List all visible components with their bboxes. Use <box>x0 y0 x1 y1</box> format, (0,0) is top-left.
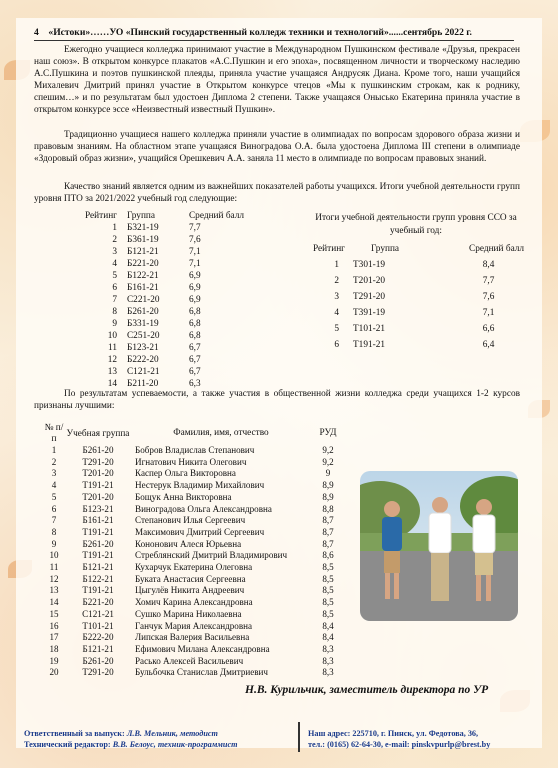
column-header: № п/п <box>44 423 64 444</box>
table-cell: 6,3 <box>188 379 201 389</box>
intro-paragraph-2: Традиционно учащиеся нашего колледжа приняли участие в олимпиадах по вопросам здорового образа жизни и правовым знаниям. На областном этапе учащаяся Виноградова О.А. была удостоена Диплома III степени в олимпиаде «Здоровый образ жизни», учащийся Орешкевич А.А. заняла 11 место в олимпиаде по вопросам правовых знаний. <box>34 130 520 164</box>
table-cell: 9 <box>51 538 57 549</box>
best-students-table <box>43 423 349 679</box>
table-cell: Б261-20 <box>82 445 114 455</box>
table-cell: 8,9 <box>322 480 334 491</box>
table-cell: 12 <box>107 355 117 365</box>
table-cell: 8,4 <box>322 632 334 643</box>
table-cell: Т191-21 <box>82 550 114 561</box>
intro-paragraph-1: Ежегодно учащиеся колледжа принимают участие в Международном Пушкинском фестивале «Друзья, прекрасен наш союз». В открытом конкурсе плакатов «А.С.Пушкин и его эпоха», посвященном личности и творческому наследию А.С.Пушкина и поэтов пушкинской плеяды, приняла участие учащаяся Андрусяк Диана. Кроме того, наши учащийся Михалевич Дмитрий принял участие в Открытом конкурсе чтецов «Мы к пушкинским строкам, как к роднику, спешим…» и по результатам был удостоен Диплома 2 степени. Также учащаяся Онысько Екатерина приняла участие в открытом конкурсе эссе «Неизвестный известный Пушкин». <box>34 45 520 115</box>
table-cell: Т291-20 <box>353 292 386 302</box>
table-row <box>85 258 244 270</box>
table-cell: Б122-21 <box>82 573 114 584</box>
table-cell: 7,7 <box>482 276 495 286</box>
table-cell: 13 <box>49 585 59 596</box>
table-cell: Б121-21 <box>82 562 114 573</box>
table-row <box>43 656 349 668</box>
table-cell: 9,2 <box>322 456 334 467</box>
table-cell: Игнатович Никита Олегович <box>135 456 247 467</box>
table-cell: Т291-20 <box>82 456 114 467</box>
column-header: Средний балл <box>188 211 245 221</box>
table-row <box>43 468 349 480</box>
table-row <box>313 337 524 353</box>
table-cell: 9 <box>325 468 331 479</box>
table-row <box>43 574 349 586</box>
table-cell: 6,9 <box>188 283 201 293</box>
newspaper-title: «Истоки»……УО «Пинский государственный колледж техники и технологий»......сентябрь 2022 г. <box>48 27 472 38</box>
table-cell: 7,7 <box>188 223 201 233</box>
table-cell: 8 <box>51 526 57 537</box>
table-cell: 8,5 <box>322 573 334 584</box>
editor-name: В.В. Белоус, техник-программист <box>112 740 238 749</box>
table-cell: Т191-21 <box>82 526 114 537</box>
table-cell: Т291-20 <box>82 667 114 678</box>
table-header-row <box>313 241 524 257</box>
column-header: Рейтинг <box>85 211 117 221</box>
table-cell: 7 <box>51 515 57 526</box>
address: Наш адрес: 225710, г. Пинск, ул. Федотова, 36, <box>308 729 479 738</box>
pto-rating-table <box>85 210 244 390</box>
table-header-row <box>43 423 349 445</box>
table-cell: 6,9 <box>188 295 201 305</box>
table-row <box>85 366 244 378</box>
table-cell: 9,2 <box>322 445 334 455</box>
table-cell: 4 <box>334 308 339 318</box>
table-cell: 8,9 <box>322 491 334 502</box>
table-cell: Расько Алексей Васильевич <box>135 655 244 666</box>
table-row <box>43 632 349 644</box>
table-cell: Буката Анастасия Сергеевна <box>135 573 246 584</box>
table-cell: 7,1 <box>188 247 201 257</box>
table-cell: 2 <box>112 235 117 245</box>
table-cell: Каспер Ольга Викторовна <box>135 468 236 479</box>
sso-rating-table <box>313 241 524 353</box>
table-cell: 10 <box>49 550 59 561</box>
signature: Н.В. Курильчик, заместитель директора по УР <box>245 684 489 696</box>
table-cell: С251-20 <box>126 331 160 341</box>
table-cell: 17 <box>49 632 59 643</box>
table-cell: 7 <box>112 295 117 305</box>
table-cell: Ганчук Мария Александровна <box>135 620 253 631</box>
table-cell: 6,8 <box>188 331 201 341</box>
table-cell: 9 <box>112 319 117 329</box>
page-number: 4 <box>34 27 39 38</box>
table-cell: Т201-20 <box>82 491 114 502</box>
table-cell: Б222-20 <box>82 632 114 643</box>
table-cell: 3 <box>51 468 57 479</box>
table-cell: Б123-21 <box>82 503 114 514</box>
table-cell: 6,7 <box>188 343 201 353</box>
table-row <box>85 234 244 246</box>
table-cell: Б321-19 <box>126 223 159 233</box>
table-cell: Т301-19 <box>353 260 386 270</box>
table-cell: 14 <box>49 597 59 608</box>
table-cell: 6,8 <box>188 319 201 329</box>
table-cell: 4 <box>112 259 117 269</box>
table-row <box>313 257 524 273</box>
table-cell: 8,3 <box>322 655 334 666</box>
table-cell: Б161-21 <box>126 283 159 293</box>
table-cell: 2 <box>334 276 339 286</box>
intro-paragraph-3: Качество знаний является одним из важнейших показателей работы учащихся. Итоги учебной деятельности групп уровня ПТО за 2021/2022 учебный год следующие: <box>34 182 520 204</box>
table-cell: Стреблянский Дмитрий Владимирович <box>135 550 288 561</box>
table-cell: Бобров Владислав Степанович <box>135 445 255 455</box>
table-cell: 7,1 <box>482 308 495 318</box>
table-row <box>43 550 349 562</box>
table-cell: 16 <box>49 620 59 631</box>
table-row <box>43 609 349 621</box>
table-row <box>43 504 349 516</box>
table-cell: Т191-21 <box>353 340 386 350</box>
table-header-row <box>85 210 244 222</box>
table-cell: Ефимович Милана Александровна <box>135 643 270 654</box>
table-cell: Максимович Дмитрий Сергеевич <box>135 526 265 537</box>
table-cell: 5 <box>112 271 117 281</box>
table-row <box>43 562 349 574</box>
table-cell: Т201-20 <box>82 468 114 479</box>
table-row <box>85 354 244 366</box>
table-cell: Б211-20 <box>126 379 159 389</box>
table-cell: Кононович Алеся Юрьевна <box>135 538 242 549</box>
table-cell: 6 <box>112 283 117 293</box>
table-row <box>43 515 349 527</box>
table-cell: 19 <box>49 655 59 666</box>
table-row <box>313 305 524 321</box>
table-cell: Виноградова Ольга Александровна <box>135 503 272 514</box>
table-cell: 7,1 <box>188 259 201 269</box>
table-row <box>85 222 244 234</box>
contacts: тел.: (0165) 62-64-30, e-mail: pinskvpurlp@brest.by <box>308 740 491 749</box>
table-row <box>85 246 244 258</box>
table-cell: Б123-21 <box>126 343 159 353</box>
table-row <box>313 273 524 289</box>
table-cell: 12 <box>49 573 59 584</box>
column-header: Группа <box>371 244 400 254</box>
table-cell: Т101-21 <box>82 620 114 631</box>
table-cell: 8,7 <box>322 538 334 549</box>
table-cell: 8,5 <box>322 597 334 608</box>
table-cell: Б121-21 <box>126 247 159 257</box>
column-header: Рейтинг <box>313 244 345 254</box>
sso-table-title: Итоги учебной деятельности групп уровня ССО за учебный год: <box>315 213 517 236</box>
responsible-label: Ответственный за выпуск: <box>24 729 125 738</box>
table-cell: 15 <box>49 608 59 619</box>
table-cell: 14 <box>107 379 117 389</box>
page-header <box>34 27 514 41</box>
column-header: РУД <box>319 428 337 439</box>
table-cell: Б222-20 <box>126 355 159 365</box>
table-cell: Бощук Анна Викторовна <box>135 491 232 502</box>
table-row <box>85 294 244 306</box>
table-cell: 8,5 <box>322 585 334 596</box>
column-header: Фамилия, имя, отчество <box>173 428 269 439</box>
table-row <box>43 644 349 656</box>
table-row <box>43 597 349 609</box>
responsible-name: Л.В. Мельник, методист <box>126 729 218 738</box>
column-header: Группа <box>126 211 156 221</box>
table-cell: 1 <box>112 223 117 233</box>
table-cell: 8,8 <box>322 503 334 514</box>
students-photo <box>360 471 518 621</box>
table-row <box>43 445 349 457</box>
table-cell: Т191-21 <box>82 585 114 596</box>
table-cell: 5 <box>334 324 339 334</box>
table-row <box>43 492 349 504</box>
table-cell: 8,7 <box>322 526 334 537</box>
editor-label: Технический редактор: <box>24 740 111 749</box>
table-cell: 6 <box>334 340 339 350</box>
table-row <box>313 289 524 305</box>
table-cell: 8,4 <box>482 260 495 270</box>
column-header: Учебная группа <box>66 428 130 439</box>
footer-credits <box>24 728 237 750</box>
table-cell: 13 <box>107 367 117 377</box>
table-cell: 6 <box>51 503 57 514</box>
table-cell: 6,8 <box>188 307 201 317</box>
table-cell: 2 <box>51 456 57 467</box>
table-row <box>313 321 524 337</box>
table-cell: 1 <box>51 445 57 455</box>
table-cell: 20 <box>49 667 59 678</box>
table-cell: Т391-19 <box>353 308 386 318</box>
best-students-intro: По результатам успеваемости, а также участия в общественной жизни колледжа среди учащихся 1-2 курсов признаны лучшими: <box>34 389 520 411</box>
table-cell: 7,6 <box>188 235 201 245</box>
table-cell: 3 <box>112 247 117 257</box>
table-cell: 6,9 <box>188 271 201 281</box>
table-cell: 5 <box>51 491 57 502</box>
table-row <box>85 306 244 318</box>
table-cell: Б361-19 <box>126 235 159 245</box>
table-cell: 6,4 <box>482 340 495 350</box>
table-cell: 6,7 <box>188 367 201 377</box>
table-cell: С121-21 <box>126 367 160 377</box>
table-row <box>85 318 244 330</box>
table-cell: Кухарчук Екатерина Олеговна <box>135 562 253 573</box>
table-cell: 18 <box>49 643 59 654</box>
table-cell: Т201-20 <box>353 276 386 286</box>
table-cell: 8,5 <box>322 562 334 573</box>
table-cell: 8,3 <box>322 643 334 654</box>
table-cell: 8 <box>112 307 117 317</box>
table-row <box>85 270 244 282</box>
table-cell: 8,6 <box>322 550 334 561</box>
table-cell: Б331-19 <box>126 319 159 329</box>
table-row <box>43 480 349 492</box>
table-cell: Б221-20 <box>126 259 159 269</box>
table-row <box>43 457 349 469</box>
table-cell: Б261-20 <box>82 538 114 549</box>
table-cell: 6,6 <box>482 324 495 334</box>
table-cell: Т191-21 <box>82 480 114 491</box>
table-cell: 10 <box>107 331 117 341</box>
table-cell: С221-20 <box>126 295 160 305</box>
table-cell: 8,7 <box>322 515 334 526</box>
column-header: Средний балл <box>469 244 525 254</box>
table-cell: 1 <box>334 260 339 270</box>
table-cell: Б122-21 <box>126 271 159 281</box>
table-cell: Б261-20 <box>126 307 159 317</box>
footer-contacts <box>308 728 490 750</box>
table-cell: 8,3 <box>322 667 334 678</box>
table-cell: Бульбочка Станислав Дмитриевич <box>135 667 268 678</box>
table-cell: Хомич Карина Александровна <box>135 597 253 608</box>
table-row <box>85 342 244 354</box>
table-cell: Б261-20 <box>82 655 114 666</box>
table-row <box>85 330 244 342</box>
table-cell: 3 <box>334 292 339 302</box>
table-row <box>43 667 349 679</box>
table-cell: 7,6 <box>482 292 495 302</box>
table-cell: 4 <box>51 480 57 491</box>
table-row <box>43 585 349 597</box>
footer-divider <box>298 722 300 752</box>
table-cell: 8,4 <box>322 620 334 631</box>
table-cell: Цыгулёв Никита Андреевич <box>135 585 245 596</box>
table-row <box>43 621 349 633</box>
table-cell: Б121-21 <box>82 643 114 654</box>
table-cell: Сушко Марина Николаевна <box>135 608 242 619</box>
table-row <box>43 539 349 551</box>
table-cell: 6,7 <box>188 355 201 365</box>
table-row <box>85 282 244 294</box>
table-row <box>43 527 349 539</box>
table-cell: Т101-21 <box>353 324 386 334</box>
table-cell: Нестерук Владимир Михайлович <box>135 480 265 491</box>
table-cell: Б161-21 <box>82 515 114 526</box>
table-cell: 11 <box>108 343 117 353</box>
table-cell: Степанович Илья Сергеевич <box>135 515 246 526</box>
table-cell: Липская Валерия Васильевна <box>135 632 250 643</box>
table-cell: 8,5 <box>322 608 334 619</box>
table-cell: С121-21 <box>82 608 114 619</box>
table-cell: Б221-20 <box>82 597 114 608</box>
table-cell: 11 <box>49 562 59 573</box>
